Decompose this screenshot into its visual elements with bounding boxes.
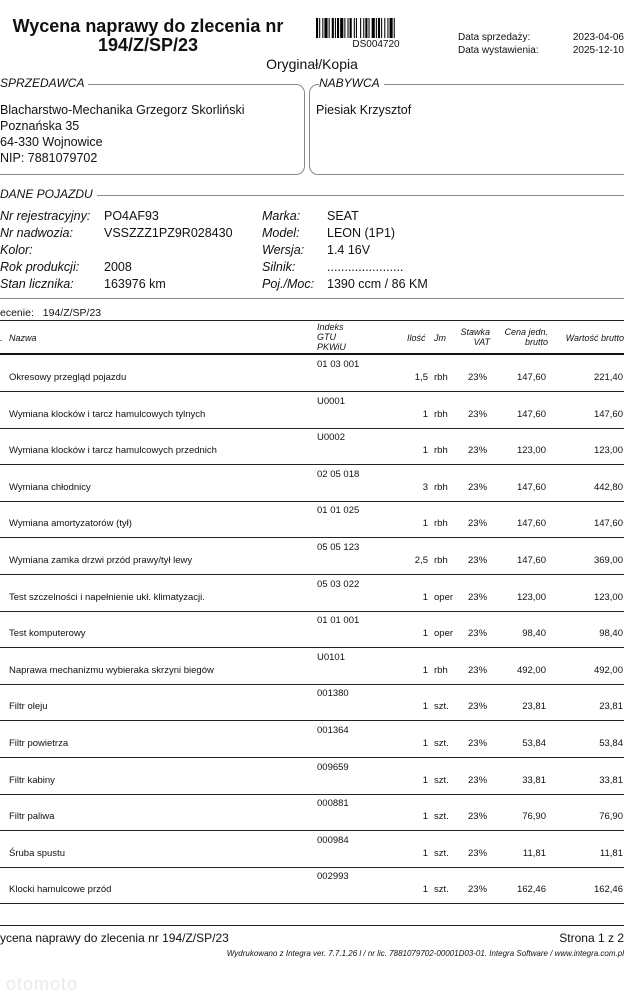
capacity-label: Poj./Moc:: [262, 277, 315, 291]
buyer-title: NABYWCA: [319, 76, 384, 90]
barcode-image: [316, 18, 436, 38]
make-value: SEAT: [327, 209, 359, 223]
row-value: 492,00: [593, 664, 623, 676]
issue-date-value: 2025-12-10: [572, 45, 624, 56]
row-gtu: 001380: [317, 688, 349, 700]
sale-date-label: Data sprzedaży:: [458, 32, 531, 43]
table-header: [0, 321, 624, 355]
row-jm: rbh: [434, 372, 448, 383]
row-name: Filtr kabiny: [9, 774, 55, 786]
row-qty: 2,5: [414, 555, 428, 566]
row-name: Filtr paliwa: [9, 811, 55, 823]
row-name: Wymiana zamka drzwi przód prawy/tył lewy: [9, 555, 193, 566]
row-qty: 1,5: [414, 372, 428, 383]
table-row: [0, 575, 624, 612]
row-name: Wymiana chłodnicy: [9, 481, 91, 493]
row-gtu: 001364: [317, 725, 349, 736]
row-gtu: 000984: [317, 834, 349, 846]
row-vat: 23%: [468, 481, 488, 493]
row-vat: 23%: [468, 628, 488, 640]
table-row: [0, 794, 624, 831]
row-price: 492,00: [516, 664, 546, 676]
row-price: 33,81: [522, 774, 546, 786]
issue-date-label: Data wystawienia:: [458, 45, 539, 56]
row-name: Filtr powietrza: [9, 738, 69, 749]
row-jm: rbh: [434, 408, 448, 420]
seller-city: 64-330 Wojnowice: [0, 135, 103, 149]
row-value: 123,00: [593, 445, 623, 457]
sale-date-value: 2023-04-06: [572, 32, 624, 43]
buyer-name: Piesiak Krzysztof: [316, 103, 412, 117]
color-label: Kolor:: [0, 243, 33, 257]
row-gtu: 000881: [317, 798, 349, 810]
make-label: Marka:: [262, 209, 301, 223]
document-title: Wycena naprawy do zlecenia nr 194/Z/SP/23: [12, 16, 284, 55]
row-price: 147,60: [516, 518, 546, 530]
row-jm: rbh: [434, 518, 448, 530]
table-row: [0, 392, 624, 429]
seller-street: Poznańska 35: [0, 119, 80, 133]
row-gtu: 01 01 001: [317, 615, 360, 627]
row-gtu: U0001: [317, 395, 345, 407]
reg-label: Nr rejestracyjny:: [0, 209, 91, 223]
row-vat: 23%: [468, 664, 488, 676]
row-jm: szt.: [434, 884, 449, 896]
year-value: 2008: [104, 260, 132, 274]
footer-page: Strona 1 z 2: [559, 931, 624, 945]
table-row: [0, 538, 624, 575]
header-qty: Ilość: [407, 333, 426, 343]
reg-value: PO4AF93: [104, 209, 159, 223]
odometer-label: Stan licznika:: [0, 277, 74, 291]
row-price: 147,60: [516, 372, 546, 383]
model-label: Model:: [262, 226, 300, 240]
row-price: 53,84: [522, 738, 546, 749]
header-gtu: Indeks GTU PKWiU: [317, 322, 346, 352]
row-gtu: 01 03 001: [317, 359, 360, 370]
table-row: [0, 684, 624, 721]
model-value: LEON (1P1): [327, 226, 396, 240]
footer-rule: [0, 925, 624, 926]
row-jm: szt.: [434, 774, 449, 786]
row-name: Klocki hamulcowe przód: [9, 884, 112, 896]
row-vat: 23%: [468, 774, 488, 786]
engine-label: Silnik:: [262, 260, 296, 274]
row-vat: 23%: [468, 555, 488, 566]
row-qty: 1: [422, 518, 428, 530]
row-vat: 23%: [468, 591, 488, 603]
header-vat: Stawka VAT: [460, 327, 490, 347]
row-qty: 1: [422, 445, 428, 457]
table-row: [0, 355, 624, 392]
table-row: [0, 465, 624, 502]
row-name: Test szczelności i napełnienie ukł. klimatyzacji.: [9, 591, 205, 603]
row-qty: 1: [422, 738, 428, 749]
row-value: 147,60: [593, 408, 623, 420]
row-qty: 1: [422, 628, 428, 640]
table-row: [0, 501, 624, 538]
row-price: 98,40: [522, 628, 546, 640]
table-row: [0, 611, 624, 648]
row-value: 76,90: [599, 811, 623, 823]
row-jm: oper: [434, 591, 454, 603]
row-gtu: U0002: [317, 432, 345, 444]
seller-title: SPRZEDAWCA: [0, 76, 88, 90]
seller-details: [0, 102, 245, 166]
buyer-box: [309, 84, 624, 175]
footer-left: ycena naprawy do zlecenia nr 194/Z/SP/23: [0, 931, 229, 945]
row-vat: 23%: [468, 884, 488, 896]
row-qty: 1: [422, 664, 428, 676]
row-name: Wymiana klocków i tarcz hamulcowych przednich: [9, 445, 217, 457]
row-value: 11,81: [599, 847, 623, 859]
row-qty: 1: [422, 701, 428, 713]
row-gtu: 05 05 123: [317, 542, 360, 553]
seller-nip: NIP: 7881079702: [0, 151, 98, 165]
table-row: [0, 758, 624, 795]
odometer-value: 163976 km: [104, 277, 166, 291]
table-row: [0, 867, 624, 904]
row-price: 76,90: [522, 811, 546, 823]
seller-name: Blacharstwo-Mechanika Grzegorz Skorliński: [0, 103, 245, 117]
row-price: 123,00: [516, 591, 546, 603]
vin-label: Nr nadwozia:: [0, 226, 73, 240]
order-label: ecenie:: [0, 307, 34, 319]
table-row: [0, 648, 624, 685]
watermark-logo: otomoto: [6, 974, 79, 994]
row-name: Test komputerowy: [9, 628, 86, 640]
row-value: 162,46: [593, 884, 623, 896]
version-value: 1.4 16V: [327, 243, 371, 257]
row-price: 147,60: [516, 481, 546, 493]
row-value: 98,40: [599, 628, 623, 640]
table-row: [0, 831, 624, 868]
row-qty: 1: [422, 811, 428, 823]
capacity-value: 1390 ccm / 86 KM: [327, 277, 428, 291]
header-jm: Jm: [434, 333, 446, 343]
row-gtu: 002993: [317, 871, 349, 883]
row-jm: rbh: [434, 555, 448, 566]
header-lp: .: [0, 333, 3, 343]
row-name: Wymiana klocków i tarcz hamulcowych tylnych: [9, 408, 206, 420]
row-jm: rbh: [434, 664, 448, 676]
row-gtu: 05 03 022: [317, 578, 360, 590]
barcode-number: DS004720: [352, 39, 400, 50]
header-price: Cena jedn. brutto: [504, 327, 548, 347]
header-name: Nazwa: [9, 333, 37, 343]
row-jm: szt.: [434, 738, 449, 749]
row-name: Śruba spustu: [9, 847, 65, 859]
row-vat: 23%: [468, 408, 488, 420]
version-label: Wersja:: [262, 243, 305, 257]
table-row: [0, 428, 624, 465]
row-value: 23,81: [599, 701, 623, 713]
row-qty: 1: [422, 408, 428, 420]
row-gtu: 01 01 025: [317, 505, 360, 517]
row-value: 33,81: [599, 774, 623, 786]
row-vat: 23%: [468, 518, 488, 530]
row-qty: 1: [422, 847, 428, 859]
row-vat: 23%: [468, 701, 488, 713]
row-vat: 23%: [468, 372, 488, 383]
row-price: 162,46: [516, 884, 546, 896]
row-value: 123,00: [593, 591, 623, 603]
row-jm: rbh: [434, 481, 448, 493]
row-price: 123,00: [516, 445, 546, 457]
row-qty: 1: [422, 774, 428, 786]
row-price: 147,60: [516, 408, 546, 420]
row-name: Wymiana amortyzatorów (tył): [9, 518, 132, 530]
row-name: Naprawa mechanizmu wybieraka skrzyni biegów: [9, 664, 214, 676]
row-price: 23,81: [522, 701, 546, 713]
row-gtu: 009659: [317, 761, 349, 773]
row-jm: szt.: [434, 811, 449, 823]
year-label: Rok produkcji:: [0, 260, 80, 274]
row-gtu: U0101: [317, 651, 345, 663]
row-jm: szt.: [434, 847, 449, 859]
header-value: Wartość brutto: [565, 333, 624, 343]
row-value: 442,80: [593, 481, 623, 493]
row-name: Okresowy przegląd pojazdu: [9, 372, 127, 383]
order-line: [0, 307, 101, 319]
row-jm: rbh: [434, 445, 448, 457]
table-row: [0, 721, 624, 758]
row-jm: oper: [434, 628, 454, 640]
row-qty: 1: [422, 591, 428, 603]
printed-by-note: Wydrukowano z Integra ver. 7.7.1.26 l / nr lic. 7881079702-00001D03-01. Integra Software / www.integra.com.pl: [226, 949, 624, 958]
row-vat: 23%: [468, 847, 488, 859]
row-value: 53,84: [599, 738, 623, 749]
row-value: 221,40: [593, 372, 623, 383]
row-gtu: 02 05 018: [317, 468, 360, 480]
row-value: 147,60: [593, 518, 623, 530]
vin-value: VSSZZZ1PZ9R028430: [104, 226, 233, 240]
row-vat: 23%: [468, 811, 488, 823]
row-value: 369,00: [593, 555, 623, 566]
row-jm: szt.: [434, 701, 449, 713]
row-name: Filtr oleju: [9, 701, 48, 713]
row-price: 147,60: [516, 555, 546, 566]
row-price: 11,81: [522, 847, 546, 859]
row-qty: 1: [422, 884, 428, 896]
order-number: 194/Z/SP/23: [42, 307, 102, 319]
row-vat: 23%: [468, 445, 488, 457]
vehicle-title: DANE POJAZDU: [0, 187, 97, 201]
engine-value: ......................: [327, 260, 404, 274]
row-qty: 3: [422, 481, 428, 493]
row-vat: 23%: [468, 738, 488, 749]
copy-label: Oryginał/Kopia: [266, 56, 358, 72]
